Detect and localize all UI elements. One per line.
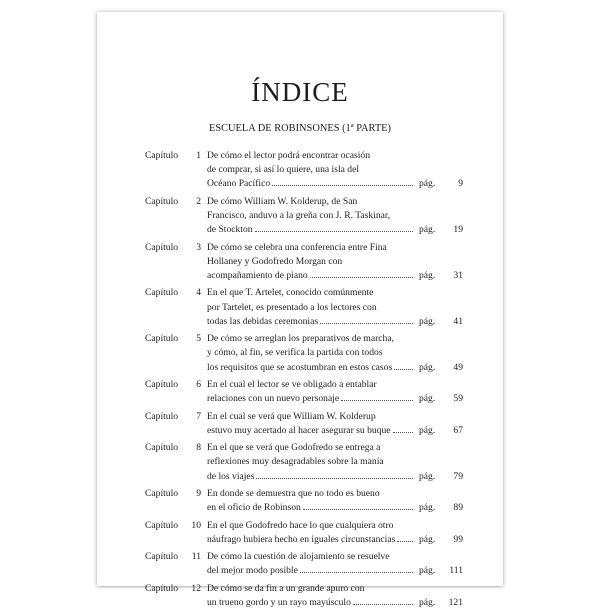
- chapter-number: 5: [196, 333, 201, 345]
- chapter-label: Capítulo: [145, 442, 179, 454]
- chapter-number: 6: [196, 379, 201, 390]
- chapter-title-line: de comprar, si así lo quiere, una isla del: [207, 164, 360, 176]
- page-number: 31: [453, 269, 463, 281]
- page-number: 49: [453, 361, 463, 373]
- chapter-title-line: Francisco, anduvo a la greña con J. R. Taskinar,: [207, 210, 391, 221]
- page-abbrev: pág.: [419, 470, 436, 482]
- chapter-title-line: De cómo se celebra una conferencia entre Fina: [207, 241, 387, 253]
- dot-leader: [393, 424, 413, 433]
- chapter-label: Capítulo: [145, 488, 179, 499]
- chapter-title: [207, 441, 415, 484]
- chapter-title: [207, 519, 415, 547]
- chapter-label: Capítulo: [145, 241, 179, 253]
- book-page: [97, 12, 503, 608]
- chapter-number: 4: [196, 287, 201, 299]
- table-of-contents: [97, 12, 503, 608]
- chapter-title: [207, 410, 415, 438]
- page-abbrev: pág.: [419, 596, 436, 608]
- page-abbrev: pág.: [419, 393, 436, 405]
- chapter-title-line: en el oficio de Robinson: [207, 502, 301, 514]
- page-number: 89: [453, 502, 463, 514]
- chapter-title-line: del mejor modo posible: [207, 565, 298, 577]
- chapter-title: [207, 582, 415, 610]
- chapter-number: 1: [196, 150, 201, 161]
- chapter-label: Capítulo: [145, 287, 179, 299]
- chapter-title-line: Océano Pacífico: [207, 178, 271, 190]
- chapter-label: Capítulo: [145, 333, 179, 345]
- chapter-label: Capítulo: [145, 519, 179, 531]
- page-number: 99: [453, 533, 463, 545]
- chapter-title: [207, 149, 415, 192]
- page-number: 121: [448, 596, 463, 608]
- dot-leader: [397, 533, 413, 542]
- chapter-number: 2: [196, 195, 201, 207]
- dot-leader: [255, 223, 413, 232]
- dot-leader: [394, 361, 413, 370]
- chapter-title-line: acompañamiento de piano: [207, 270, 308, 281]
- section-subtitle: ESCUELA DE ROBINSONES (1ª PARTE): [209, 123, 391, 134]
- chapter-title: [207, 286, 415, 329]
- page-abbrev: pág.: [419, 178, 436, 190]
- dot-leader: [303, 501, 413, 510]
- chapter-title: [207, 195, 415, 238]
- page-abbrev: pág.: [419, 361, 436, 373]
- dot-leader: [300, 564, 413, 573]
- chapter-title-line: y cómo, al fin, se verifica la partida con todos: [207, 347, 383, 359]
- chapter-title-line: En el que T. Artelet, conocido comúnmente: [207, 287, 374, 299]
- chapter-label: Capítulo: [145, 150, 179, 161]
- chapter-title: [207, 550, 415, 578]
- chapter-title-line: En el que Godofredo hace lo que cualquiera otro: [207, 519, 394, 531]
- chapter-title-line: por Tartelet, es presentado a los lectores con: [207, 301, 377, 313]
- chapter-title-line: estuvo muy acertado al hacer asegurar su buque: [207, 424, 391, 436]
- chapter-title-line: En el que se verá que Godofredo se entrega a: [207, 442, 381, 454]
- chapter-title-line: De cómo William W. Kolderup, de San: [207, 195, 358, 207]
- page-abbrev: pág.: [419, 533, 436, 545]
- chapter-label: Capítulo: [145, 410, 179, 422]
- page-number: 111: [449, 565, 463, 577]
- page-abbrev: pág.: [419, 502, 436, 514]
- chapter-title-line: De cómo se da fin a un grande apuro con: [207, 582, 365, 594]
- chapter-title-line: De cómo el lector podrá encontrar ocasión: [207, 150, 371, 161]
- page-number: 19: [453, 224, 463, 236]
- chapter-title-line: los requisitos que se acostumbran en estos casos: [207, 361, 393, 373]
- chapter-title-line: En donde se demuestra que no todo es bueno: [207, 488, 380, 499]
- chapter-title-line: de Stockton: [207, 224, 253, 236]
- chapter-title-line: En el cual se verá que William W. Kolderup: [207, 410, 376, 422]
- dot-leader: [320, 315, 413, 324]
- chapter-title-line: reflexiones muy desagradables sobre la manía: [207, 456, 384, 468]
- page-number: 67: [453, 424, 463, 436]
- page-number: 9: [458, 178, 463, 190]
- chapter-title-line: un trueno gordo y un rayo mayúsculo: [207, 597, 351, 608]
- chapter-number: 11: [191, 551, 201, 563]
- chapter-title-line: De cómo la cuestión de alojamiento se resuelve: [207, 551, 390, 563]
- chapter-label: Capítulo: [145, 379, 179, 390]
- chapter-number: 3: [196, 241, 201, 253]
- dot-leader: [341, 392, 413, 401]
- chapter-title-line: Hollaney y Godofredo Morgan con: [207, 255, 343, 267]
- chapter-title-line: náufrago hubiera hecho en iguales circunstancias: [207, 533, 396, 545]
- chapter-number: 8: [196, 442, 201, 454]
- page-number: 59: [453, 393, 463, 405]
- page-title: ÍNDICE: [251, 77, 349, 107]
- chapter-title-line: relaciones con un nuevo personaje: [207, 393, 340, 405]
- chapter-number: 9: [196, 488, 201, 499]
- chapter-title-line: De cómo se arreglan los preparativos de marcha,: [207, 333, 394, 345]
- page-abbrev: pág.: [419, 224, 436, 236]
- page-abbrev: pág.: [419, 424, 436, 436]
- chapter-title-line: todas las debidas ceremonias: [207, 315, 319, 327]
- chapter-title-line: En el cual el lector se ve obligado a entablar: [207, 379, 377, 390]
- page-number: 41: [453, 315, 463, 327]
- page-abbrev: pág.: [419, 565, 436, 577]
- dot-leader: [272, 177, 413, 186]
- page-abbrev: pág.: [419, 315, 436, 327]
- chapter-label: Capítulo: [145, 582, 179, 594]
- dot-leader: [353, 596, 413, 605]
- chapter-title: [207, 487, 415, 515]
- chapter-number: 10: [191, 519, 201, 531]
- chapter-title: [207, 332, 415, 375]
- chapter-label: Capítulo: [145, 551, 179, 563]
- chapter-title-line: de los viajes: [207, 470, 255, 482]
- chapter-title: [207, 378, 415, 406]
- chapter-label: Capítulo: [145, 195, 179, 207]
- page-number: 79: [453, 470, 463, 482]
- chapter-number: 7: [196, 410, 201, 422]
- chapter-title: [207, 241, 415, 284]
- dot-leader: [310, 269, 413, 278]
- chapter-number: 12: [191, 582, 201, 594]
- dot-leader: [256, 470, 413, 479]
- page-abbrev: pág.: [419, 269, 436, 281]
